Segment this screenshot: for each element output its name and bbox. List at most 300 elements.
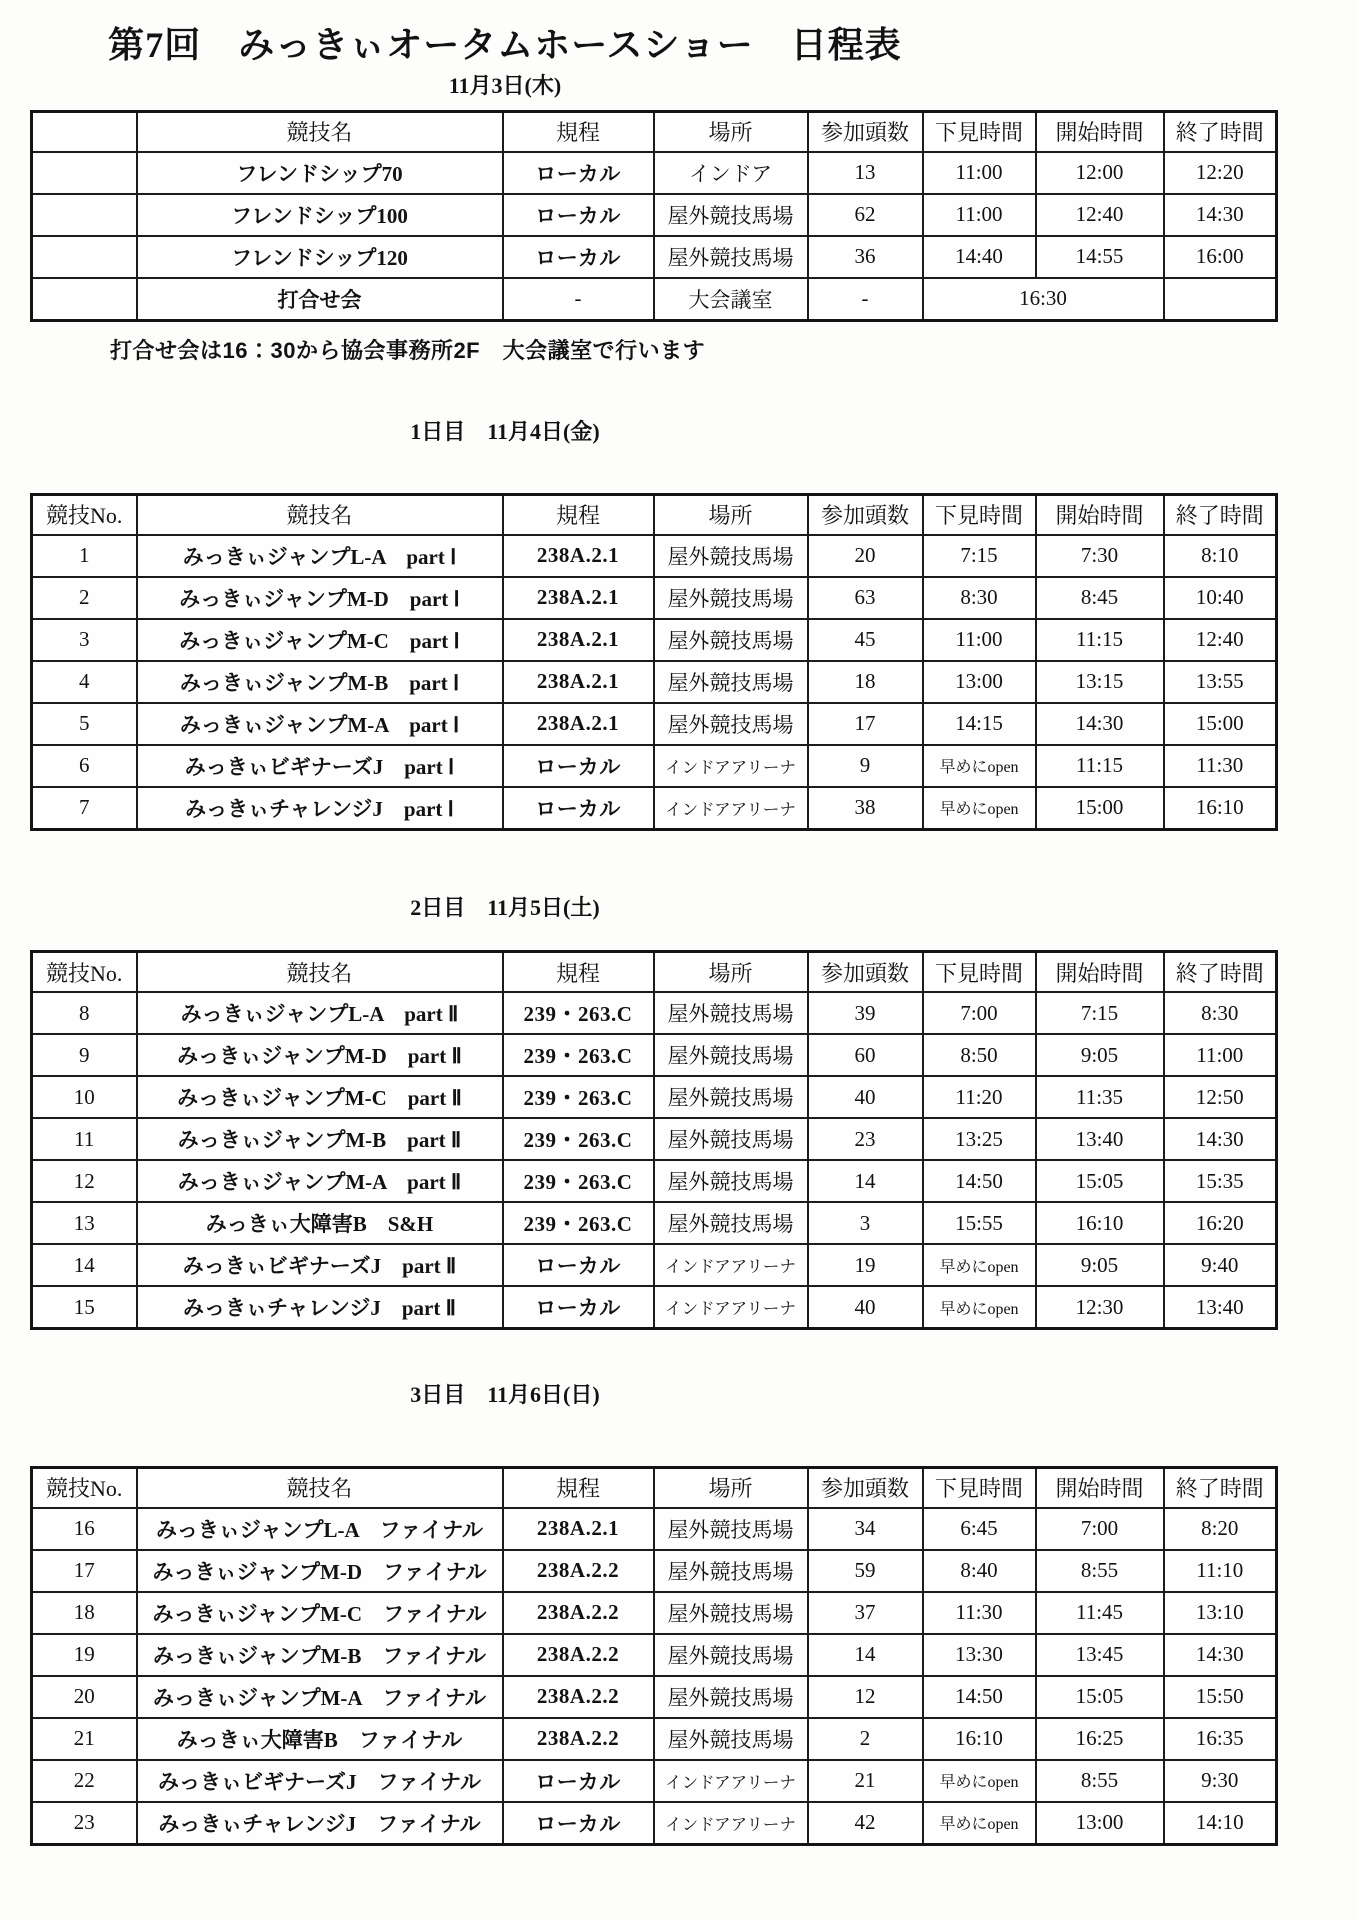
- table-head: [32, 494, 1277, 535]
- rule-cell: ローカル: [503, 152, 654, 194]
- rule-cell: 238A.2.2: [503, 1676, 654, 1718]
- place-cell: 屋外競技馬場: [654, 194, 808, 236]
- competition-name-cell: フレンドシップ70: [137, 152, 503, 194]
- header-row: [32, 1467, 1277, 1508]
- table-head: [32, 1467, 1277, 1508]
- inspection-time-cell: 8:50: [923, 1034, 1036, 1076]
- entries-cell: 3: [808, 1202, 923, 1244]
- competition-name-cell: みっきぃジャンプM-A part Ⅰ: [137, 703, 503, 745]
- table-header-cell: 競技No.: [32, 1467, 137, 1508]
- end-time-cell: 11:10: [1164, 1550, 1277, 1592]
- inspection-time-cell: 14:50: [923, 1676, 1036, 1718]
- end-time-cell: 11:30: [1164, 745, 1277, 787]
- end-time-cell: 16:35: [1164, 1718, 1277, 1760]
- table-header-cell: 終了時間: [1164, 1467, 1277, 1508]
- place-cell: 屋外競技馬場: [654, 1676, 808, 1718]
- entries-cell: 38: [808, 787, 923, 830]
- rule-cell: 238A.2.2: [503, 1592, 654, 1634]
- competition-name-cell: みっきぃ大障害B ファイナル: [137, 1718, 503, 1760]
- competition-number-cell: 8: [32, 992, 137, 1034]
- table-row: [32, 1034, 1277, 1076]
- start-time-cell: 8:45: [1036, 577, 1164, 619]
- inspection-time-cell: 8:40: [923, 1550, 1036, 1592]
- entries-cell: 59: [808, 1550, 923, 1592]
- start-time-cell: 7:15: [1036, 992, 1164, 1034]
- entries-cell: 40: [808, 1286, 923, 1329]
- end-time-cell: 12:20: [1164, 152, 1277, 194]
- table-body: [32, 152, 1277, 321]
- day-heading: 3日目 11月6日(日): [410, 1382, 600, 1408]
- table-row: [32, 703, 1277, 745]
- competition-name-cell: みっきぃジャンプM-A part Ⅱ: [137, 1160, 503, 1202]
- start-time-cell: 15:05: [1036, 1676, 1164, 1718]
- place-cell: 屋外競技馬場: [654, 535, 808, 577]
- rule-cell: 238A.2.1: [503, 1508, 654, 1550]
- table-row: [32, 577, 1277, 619]
- meeting-time-cell: 16:30: [923, 278, 1164, 321]
- inspection-time-cell: 6:45: [923, 1508, 1036, 1550]
- end-time-cell: 14:30: [1164, 1118, 1277, 1160]
- end-time-cell: 10:40: [1164, 577, 1277, 619]
- rule-cell: 238A.2.1: [503, 661, 654, 703]
- end-time-cell: 14:30: [1164, 1634, 1277, 1676]
- table-header-cell: 開始時間: [1036, 1467, 1164, 1508]
- competition-name-cell: みっきぃチャレンジJ part Ⅰ: [137, 787, 503, 830]
- place-cell: 屋外競技馬場: [654, 1118, 808, 1160]
- competition-number-cell: 5: [32, 703, 137, 745]
- table-row: [32, 278, 1277, 321]
- inspection-time-cell: 早めにopen: [923, 787, 1036, 830]
- competition-name-cell: みっきぃ大障害B S&H: [137, 1202, 503, 1244]
- competition-number-cell: [32, 194, 137, 236]
- start-time-cell: 9:05: [1036, 1034, 1164, 1076]
- table-row: [32, 194, 1277, 236]
- rule-cell: 238A.2.1: [503, 577, 654, 619]
- start-time-cell: 11:35: [1036, 1076, 1164, 1118]
- table-header-cell: [32, 111, 137, 152]
- start-time-cell: 15:00: [1036, 787, 1164, 830]
- start-time-cell: 9:05: [1036, 1244, 1164, 1286]
- entries-cell: 42: [808, 1802, 923, 1845]
- start-time-cell: 16:25: [1036, 1718, 1164, 1760]
- start-time-cell: 13:45: [1036, 1634, 1164, 1676]
- inspection-time-cell: 13:25: [923, 1118, 1036, 1160]
- start-time-cell: 13:00: [1036, 1802, 1164, 1845]
- entries-cell: -: [808, 278, 923, 321]
- place-cell: 屋外競技馬場: [654, 992, 808, 1034]
- inspection-time-cell: 13:00: [923, 661, 1036, 703]
- rule-cell: -: [503, 278, 654, 321]
- day-heading: 2日目 11月5日(土): [410, 894, 600, 920]
- entries-cell: 45: [808, 619, 923, 661]
- table-row: [32, 1244, 1277, 1286]
- rule-cell: 239・263.C: [503, 1076, 654, 1118]
- day-section: [0, 893, 1358, 1331]
- place-cell: インドアアリーナ: [654, 1760, 808, 1802]
- place-cell: 屋外競技馬場: [654, 1550, 808, 1592]
- place-cell: 屋外競技馬場: [654, 1076, 808, 1118]
- table-row: [32, 1118, 1277, 1160]
- table-header-cell: 競技No.: [32, 952, 137, 993]
- table-row: [32, 992, 1277, 1034]
- start-time-cell: 11:15: [1036, 745, 1164, 787]
- competition-number-cell: 14: [32, 1244, 137, 1286]
- place-cell: インドアアリーナ: [654, 787, 808, 830]
- end-time-cell: 15:35: [1164, 1160, 1277, 1202]
- inspection-time-cell: 早めにopen: [923, 1802, 1036, 1845]
- place-cell: 屋外競技馬場: [654, 577, 808, 619]
- table-header-cell: 場所: [654, 494, 808, 535]
- place-cell: 屋外競技馬場: [654, 703, 808, 745]
- competition-number-cell: 4: [32, 661, 137, 703]
- header-row: [32, 952, 1277, 993]
- table-header-cell: 下見時間: [923, 111, 1036, 152]
- table-row: [32, 1508, 1277, 1550]
- table-row: [32, 1676, 1277, 1718]
- competition-number-cell: [32, 236, 137, 278]
- start-time-cell: 15:05: [1036, 1160, 1164, 1202]
- table-header-cell: 開始時間: [1036, 494, 1164, 535]
- competition-number-cell: 12: [32, 1160, 137, 1202]
- start-time-cell: 7:30: [1036, 535, 1164, 577]
- end-time-cell: 14:30: [1164, 194, 1277, 236]
- rule-cell: ローカル: [503, 787, 654, 830]
- table-header-cell: 場所: [654, 952, 808, 993]
- start-time-cell: 7:00: [1036, 1508, 1164, 1550]
- start-time-cell: 12:40: [1036, 194, 1164, 236]
- competition-name-cell: みっきぃジャンプM-D part Ⅰ: [137, 577, 503, 619]
- start-time-cell: 8:55: [1036, 1550, 1164, 1592]
- table-row: [32, 1592, 1277, 1634]
- inspection-time-cell: 14:40: [923, 236, 1036, 278]
- competition-name-cell: みっきぃジャンプM-A ファイナル: [137, 1676, 503, 1718]
- competition-name-cell: みっきぃジャンプM-B ファイナル: [137, 1634, 503, 1676]
- place-cell: 屋外競技馬場: [654, 1592, 808, 1634]
- start-time-cell: 11:15: [1036, 619, 1164, 661]
- table-header-cell: 競技No.: [32, 494, 137, 535]
- table-header-cell: 競技名: [137, 952, 503, 993]
- end-time-cell: 9:30: [1164, 1760, 1277, 1802]
- table-row: [32, 1160, 1277, 1202]
- inspection-time-cell: 早めにopen: [923, 1244, 1036, 1286]
- day-heading: 1日目 11月4日(金): [410, 418, 600, 444]
- table-header-cell: 規程: [503, 1467, 654, 1508]
- table-header-cell: 終了時間: [1164, 111, 1277, 152]
- table-header-cell: 規程: [503, 494, 654, 535]
- table-header-cell: 下見時間: [923, 494, 1036, 535]
- competition-number-cell: 20: [32, 1676, 137, 1718]
- entries-cell: 40: [808, 1076, 923, 1118]
- table-row: [32, 1760, 1277, 1802]
- end-time-cell: 16:20: [1164, 1202, 1277, 1244]
- rule-cell: 238A.2.2: [503, 1718, 654, 1760]
- table-row: [32, 619, 1277, 661]
- place-cell: インドア: [654, 152, 808, 194]
- competition-number-cell: 16: [32, 1508, 137, 1550]
- place-cell: 屋外競技馬場: [654, 1634, 808, 1676]
- competition-number-cell: [32, 152, 137, 194]
- end-time-cell: 15:00: [1164, 703, 1277, 745]
- schedule-table: [30, 1466, 1278, 1846]
- rule-cell: ローカル: [503, 745, 654, 787]
- table-header-cell: 終了時間: [1164, 494, 1277, 535]
- place-cell: 屋外競技馬場: [654, 661, 808, 703]
- table-header-cell: 参加頭数: [808, 111, 923, 152]
- table-header-cell: 参加頭数: [808, 494, 923, 535]
- place-cell: インドアアリーナ: [654, 745, 808, 787]
- competition-number-cell: 10: [32, 1076, 137, 1118]
- competition-name-cell: みっきぃジャンプL-A part Ⅰ: [137, 535, 503, 577]
- inspection-time-cell: 11:20: [923, 1076, 1036, 1118]
- place-cell: 屋外競技馬場: [654, 1034, 808, 1076]
- competition-number-cell: 3: [32, 619, 137, 661]
- table-header-cell: 競技名: [137, 494, 503, 535]
- inspection-time-cell: 7:00: [923, 992, 1036, 1034]
- sections-container: [0, 71, 1358, 1846]
- competition-name-cell: みっきぃジャンプM-B part Ⅰ: [137, 661, 503, 703]
- competition-number-cell: 2: [32, 577, 137, 619]
- rule-cell: ローカル: [503, 1286, 654, 1329]
- table-row: [32, 787, 1277, 830]
- table-row: [32, 1718, 1277, 1760]
- competition-name-cell: みっきぃビギナーズJ part Ⅱ: [137, 1244, 503, 1286]
- start-time-cell: 13:40: [1036, 1118, 1164, 1160]
- place-cell: インドアアリーナ: [654, 1286, 808, 1329]
- end-time-cell: 13:10: [1164, 1592, 1277, 1634]
- table-row: [32, 1634, 1277, 1676]
- end-time-cell: 8:30: [1164, 992, 1277, 1034]
- competition-name-cell: みっきぃビギナーズJ part Ⅰ: [137, 745, 503, 787]
- table-row: [32, 535, 1277, 577]
- competition-name-cell: みっきぃビギナーズJ ファイナル: [137, 1760, 503, 1802]
- table-header-cell: 規程: [503, 952, 654, 993]
- place-cell: 屋外競技馬場: [654, 236, 808, 278]
- rule-cell: ローカル: [503, 1802, 654, 1845]
- competition-number-cell: 15: [32, 1286, 137, 1329]
- entries-cell: 20: [808, 535, 923, 577]
- competition-number-cell: 7: [32, 787, 137, 830]
- competition-name-cell: みっきぃジャンプL-A part Ⅱ: [137, 992, 503, 1034]
- end-time-cell: [1164, 278, 1277, 321]
- rule-cell: 239・263.C: [503, 1160, 654, 1202]
- table-header-cell: 下見時間: [923, 952, 1036, 993]
- end-time-cell: 14:10: [1164, 1802, 1277, 1845]
- table-header-cell: 競技名: [137, 1467, 503, 1508]
- rule-cell: 238A.2.1: [503, 619, 654, 661]
- place-cell: インドアアリーナ: [654, 1244, 808, 1286]
- table-row: [32, 1076, 1277, 1118]
- rule-cell: 239・263.C: [503, 1118, 654, 1160]
- competition-name-cell: みっきぃジャンプM-D part Ⅱ: [137, 1034, 503, 1076]
- inspection-time-cell: 14:15: [923, 703, 1036, 745]
- competition-number-cell: 23: [32, 1802, 137, 1845]
- start-time-cell: 12:00: [1036, 152, 1164, 194]
- inspection-time-cell: 16:10: [923, 1718, 1036, 1760]
- table-row: [32, 152, 1277, 194]
- entries-cell: 39: [808, 992, 923, 1034]
- rule-cell: 238A.2.1: [503, 535, 654, 577]
- inspection-time-cell: 15:55: [923, 1202, 1036, 1244]
- table-row: [32, 1550, 1277, 1592]
- start-time-cell: 16:10: [1036, 1202, 1164, 1244]
- rule-cell: 238A.2.2: [503, 1550, 654, 1592]
- place-cell: 屋外競技馬場: [654, 1160, 808, 1202]
- entries-cell: 17: [808, 703, 923, 745]
- table-row: [32, 236, 1277, 278]
- end-time-cell: 12:50: [1164, 1076, 1277, 1118]
- end-time-cell: 12:40: [1164, 619, 1277, 661]
- end-time-cell: 11:00: [1164, 1034, 1277, 1076]
- inspection-time-cell: 早めにopen: [923, 1286, 1036, 1329]
- competition-number-cell: 18: [32, 1592, 137, 1634]
- table-header-cell: 終了時間: [1164, 952, 1277, 993]
- competition-number-cell: 6: [32, 745, 137, 787]
- end-time-cell: 13:55: [1164, 661, 1277, 703]
- header-row: [32, 111, 1277, 152]
- rule-cell: ローカル: [503, 194, 654, 236]
- entries-cell: 18: [808, 661, 923, 703]
- end-time-cell: 16:10: [1164, 787, 1277, 830]
- entries-cell: 9: [808, 745, 923, 787]
- inspection-time-cell: 早めにopen: [923, 1760, 1036, 1802]
- competition-number-cell: 21: [32, 1718, 137, 1760]
- table-row: [32, 745, 1277, 787]
- end-time-cell: 16:00: [1164, 236, 1277, 278]
- entries-cell: 14: [808, 1634, 923, 1676]
- competition-number-cell: 13: [32, 1202, 137, 1244]
- inspection-time-cell: 13:30: [923, 1634, 1036, 1676]
- schedule-table: [30, 110, 1278, 322]
- entries-cell: 62: [808, 194, 923, 236]
- place-cell: 屋外競技馬場: [654, 1508, 808, 1550]
- competition-name-cell: フレンドシップ120: [137, 236, 503, 278]
- end-time-cell: 8:10: [1164, 535, 1277, 577]
- header-row: [32, 494, 1277, 535]
- entries-cell: 37: [808, 1592, 923, 1634]
- table-header-cell: 下見時間: [923, 1467, 1036, 1508]
- competition-number-cell: 11: [32, 1118, 137, 1160]
- rule-cell: 239・263.C: [503, 1034, 654, 1076]
- place-cell: 屋外競技馬場: [654, 1718, 808, 1760]
- table-head: [32, 111, 1277, 152]
- table-row: [32, 1286, 1277, 1329]
- competition-number-cell: [32, 278, 137, 321]
- end-time-cell: 9:40: [1164, 1244, 1277, 1286]
- start-time-cell: 13:15: [1036, 661, 1164, 703]
- day-section: [0, 1380, 1358, 1846]
- start-time-cell: 8:55: [1036, 1760, 1164, 1802]
- meeting-note: 打合せ会は16：30から協会事務所2F 大会議室で行います: [110, 337, 706, 363]
- table-body: [32, 535, 1277, 830]
- entries-cell: 63: [808, 577, 923, 619]
- start-time-cell: 12:30: [1036, 1286, 1164, 1329]
- place-cell: 大会議室: [654, 278, 808, 321]
- competition-name-cell: みっきぃジャンプM-D ファイナル: [137, 1550, 503, 1592]
- table-header-cell: 場所: [654, 111, 808, 152]
- schedule-table: [30, 493, 1278, 831]
- competition-name-cell: フレンドシップ100: [137, 194, 503, 236]
- entries-cell: 12: [808, 1676, 923, 1718]
- schedule-table: [30, 950, 1278, 1330]
- competition-name-cell: 打合せ会: [137, 278, 503, 321]
- inspection-time-cell: 8:30: [923, 577, 1036, 619]
- table-row: [32, 1202, 1277, 1244]
- table-head: [32, 952, 1277, 993]
- inspection-time-cell: 11:00: [923, 619, 1036, 661]
- start-time-cell: 11:45: [1036, 1592, 1164, 1634]
- end-time-cell: 15:50: [1164, 1676, 1277, 1718]
- entries-cell: 21: [808, 1760, 923, 1802]
- page-title: 第7回 みっきぃオータムホースショー 日程表: [108, 25, 902, 65]
- rule-cell: 239・263.C: [503, 1202, 654, 1244]
- table-header-cell: 参加頭数: [808, 952, 923, 993]
- place-cell: インドアアリーナ: [654, 1802, 808, 1845]
- rule-cell: 239・263.C: [503, 992, 654, 1034]
- table-body: [32, 1508, 1277, 1845]
- inspection-time-cell: 11:00: [923, 152, 1036, 194]
- competition-name-cell: みっきぃジャンプM-B part Ⅱ: [137, 1118, 503, 1160]
- entries-cell: 23: [808, 1118, 923, 1160]
- rule-cell: ローカル: [503, 236, 654, 278]
- rule-cell: ローカル: [503, 1760, 654, 1802]
- entries-cell: 14: [808, 1160, 923, 1202]
- entries-cell: 60: [808, 1034, 923, 1076]
- competition-name-cell: みっきぃチャレンジJ ファイナル: [137, 1802, 503, 1845]
- inspection-time-cell: 7:15: [923, 535, 1036, 577]
- competition-name-cell: みっきぃジャンプM-C ファイナル: [137, 1592, 503, 1634]
- table-header-cell: 参加頭数: [808, 1467, 923, 1508]
- rule-cell: 238A.2.1: [503, 703, 654, 745]
- competition-name-cell: みっきぃジャンプM-C part Ⅱ: [137, 1076, 503, 1118]
- entries-cell: 19: [808, 1244, 923, 1286]
- end-time-cell: 13:40: [1164, 1286, 1277, 1329]
- day-section: [0, 71, 1358, 365]
- place-cell: 屋外競技馬場: [654, 1202, 808, 1244]
- inspection-time-cell: 11:00: [923, 194, 1036, 236]
- table-body: [32, 992, 1277, 1329]
- inspection-time-cell: 早めにopen: [923, 745, 1036, 787]
- table-row: [32, 1802, 1277, 1845]
- entries-cell: 2: [808, 1718, 923, 1760]
- inspection-time-cell: 14:50: [923, 1160, 1036, 1202]
- competition-number-cell: 19: [32, 1634, 137, 1676]
- competition-number-cell: 1: [32, 535, 137, 577]
- competition-number-cell: 17: [32, 1550, 137, 1592]
- competition-name-cell: みっきぃジャンプM-C part Ⅰ: [137, 619, 503, 661]
- table-header-cell: 開始時間: [1036, 111, 1164, 152]
- place-cell: 屋外競技馬場: [654, 619, 808, 661]
- table-header-cell: 競技名: [137, 111, 503, 152]
- day-heading: 11月3日(木): [448, 73, 562, 99]
- start-time-cell: 14:55: [1036, 236, 1164, 278]
- start-time-cell: 14:30: [1036, 703, 1164, 745]
- end-time-cell: 8:20: [1164, 1508, 1277, 1550]
- inspection-time-cell: 11:30: [923, 1592, 1036, 1634]
- entries-cell: 36: [808, 236, 923, 278]
- day-section: [0, 417, 1358, 831]
- entries-cell: 13: [808, 152, 923, 194]
- table-header-cell: 規程: [503, 111, 654, 152]
- rule-cell: ローカル: [503, 1244, 654, 1286]
- rule-cell: 238A.2.2: [503, 1634, 654, 1676]
- competition-name-cell: みっきぃジャンプL-A ファイナル: [137, 1508, 503, 1550]
- table-row: [32, 661, 1277, 703]
- table-header-cell: 場所: [654, 1467, 808, 1508]
- competition-name-cell: みっきぃチャレンジJ part Ⅱ: [137, 1286, 503, 1329]
- competition-number-cell: 22: [32, 1760, 137, 1802]
- competition-number-cell: 9: [32, 1034, 137, 1076]
- table-header-cell: 開始時間: [1036, 952, 1164, 993]
